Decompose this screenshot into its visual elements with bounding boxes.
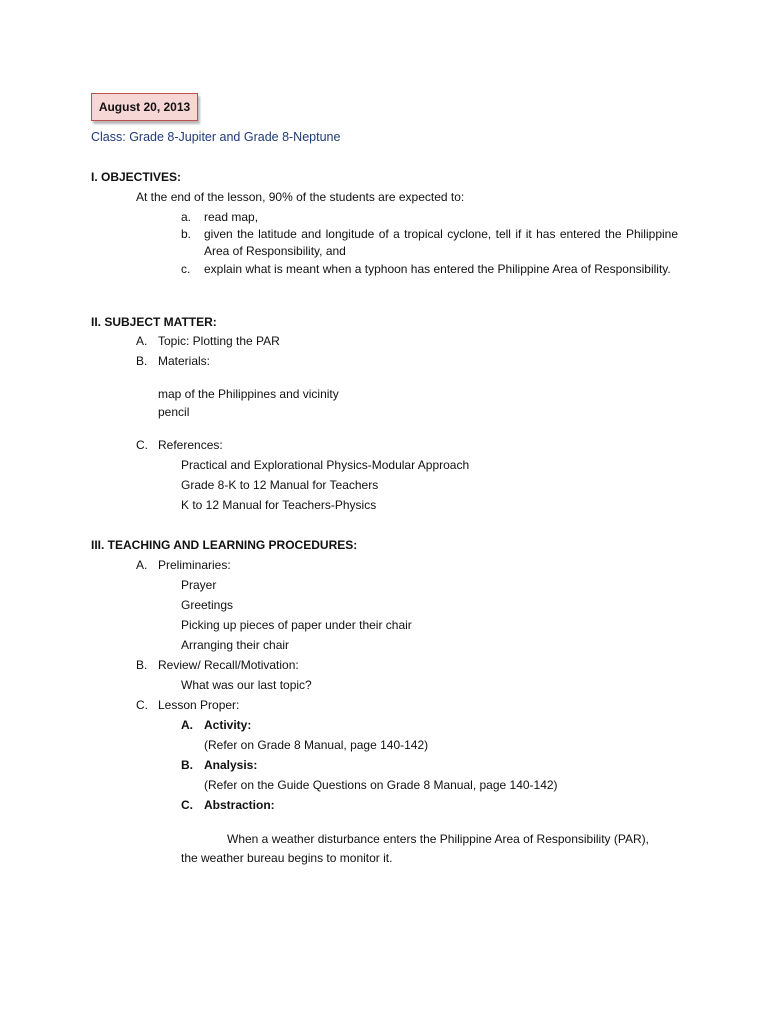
material-item: map of the Philippines and vicinity [158, 387, 339, 401]
review-text: What was our last topic? [181, 678, 312, 692]
procedures-heading: III. TEACHING AND LEARNING PROCEDURES: [91, 538, 358, 552]
activity-text: (Refer on Grade 8 Manual, page 140-142) [204, 738, 429, 752]
analysis-text: (Refer on the Guide Questions on Grade 8 Manual, page 140-142) [204, 778, 558, 792]
objective-item-a: read map, [204, 210, 259, 224]
analysis-label: Analysis: [204, 758, 258, 772]
objective-item-c: explain what is meant when a typhoon has entered the Philippine Area of Responsibility. [204, 262, 671, 276]
preliminaries-label: Preliminaries: [158, 558, 231, 572]
preliminary-item: Greetings [181, 598, 234, 612]
activity-marker: A. [181, 718, 193, 732]
materials-marker: B. [136, 354, 148, 368]
references-label: References: [158, 438, 223, 452]
reference-item: K to 12 Manual for Teachers-Physics [181, 498, 377, 512]
subject-matter-heading: II. SUBJECT MATTER: [91, 315, 217, 329]
lesson-proper-marker: C. [136, 698, 148, 712]
objectives-heading: I. OBJECTIVES: [91, 170, 182, 184]
material-item: pencil [158, 405, 190, 419]
analysis-marker: B. [181, 758, 193, 772]
preliminaries-marker: A. [136, 558, 148, 572]
topic-text: Topic: Plotting the PAR [158, 334, 280, 348]
reference-item: Practical and Explorational Physics-Modular Approach [181, 458, 470, 472]
topic-marker: A. [136, 334, 148, 348]
objective-item-b: given the latitude and longitude of a tropical cyclone, tell if it has entered the Philippine Area of Responsibility, and [204, 227, 678, 258]
objective-marker-c: c. [181, 262, 191, 276]
review-label: Review/ Recall/Motivation: [158, 658, 299, 672]
lesson-proper-label: Lesson Proper: [158, 698, 240, 712]
objective-marker-b: b. [181, 227, 192, 241]
abstraction-paragraph-line1: When a weather disturbance enters the Philippine Area of Responsibility (PAR), [227, 832, 649, 846]
preliminary-item: Prayer [181, 578, 217, 592]
abstraction-label: Abstraction: [204, 798, 275, 812]
reference-item: Grade 8-K to 12 Manual for Teachers [181, 478, 379, 492]
objectives-intro: At the end of the lesson, 90% of the students are expected to: [136, 190, 465, 204]
references-marker: C. [136, 438, 148, 452]
activity-label: Activity: [204, 718, 252, 732]
preliminary-item: Picking up pieces of paper under their chair [181, 618, 412, 632]
preliminary-item: Arranging their chair [181, 638, 290, 652]
abstraction-paragraph-line2: the weather bureau begins to monitor it. [181, 851, 393, 865]
objective-marker-a: a. [181, 210, 192, 224]
materials-label: Materials: [158, 354, 211, 368]
abstraction-marker: C. [181, 798, 193, 812]
date-box: August 20, 2013 [91, 93, 198, 121]
review-marker: B. [136, 658, 148, 672]
class-line: Class: Grade 8-Jupiter and Grade 8-Neptune [91, 130, 341, 144]
